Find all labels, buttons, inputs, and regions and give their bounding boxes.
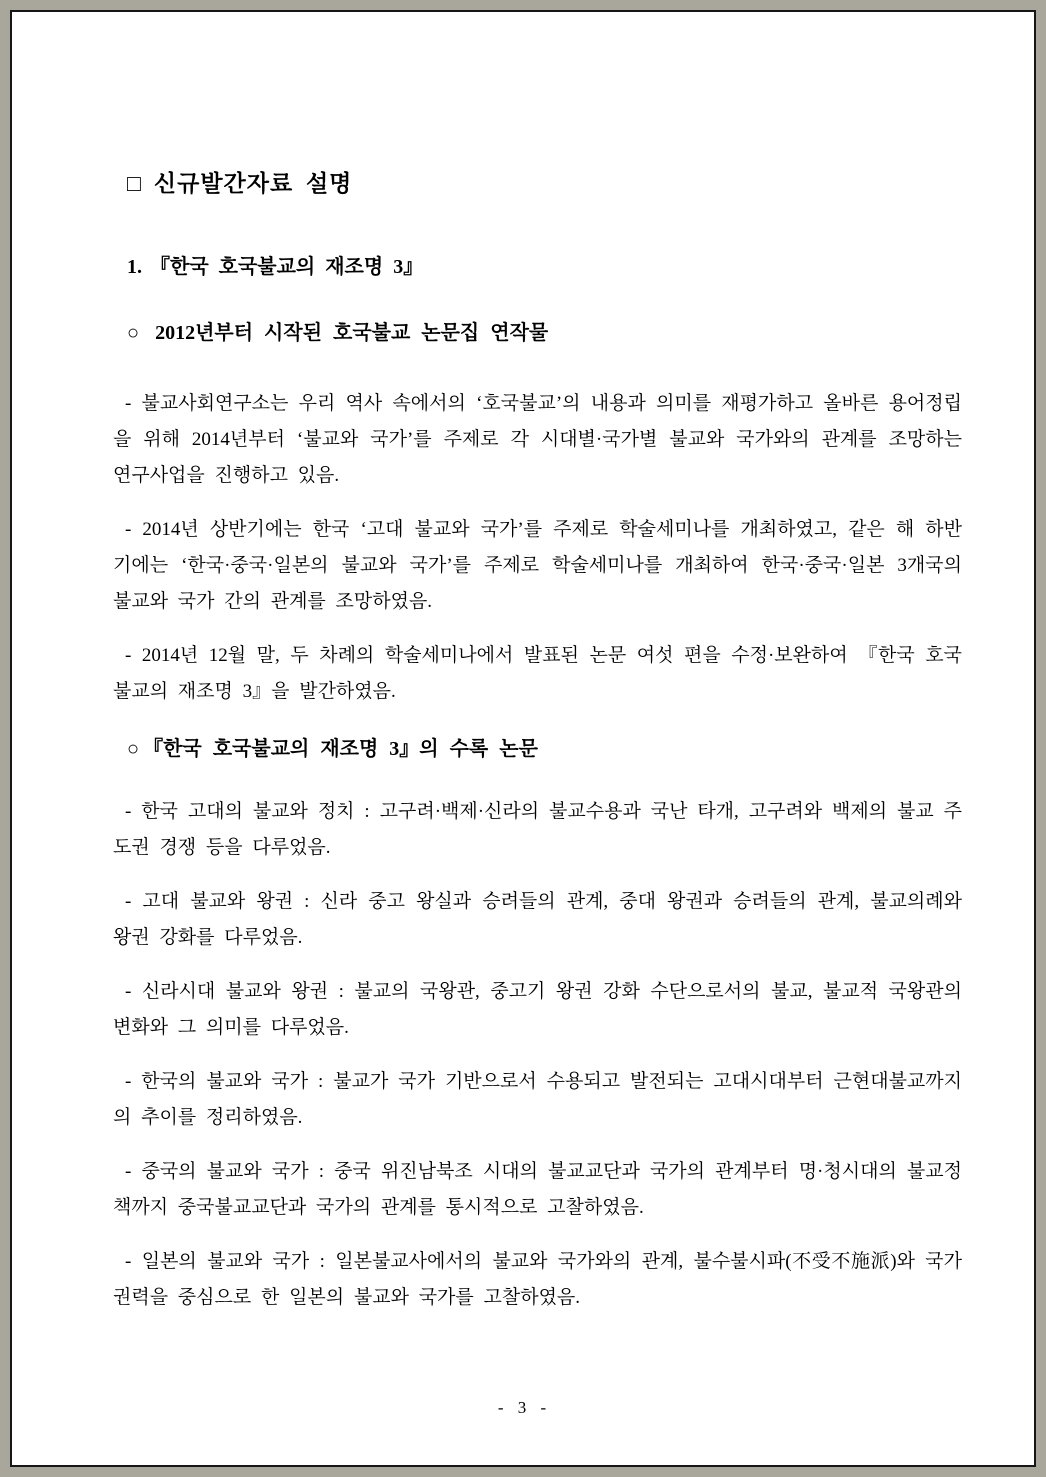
paragraph: - 중국의 불교와 국가 : 중국 위진남북조 시대의 불교교단과 국가의 관계부터 명·청시대의 불교정책까지 중국불교교단과 국가의 관계를 통시적으로 고찰하였음. [113,1161,962,1218]
section-number: 1. [127,256,142,278]
document-page [10,10,1036,1467]
paragraph: - 신라시대 불교와 왕권 : 불교의 국왕관, 중고기 왕권 강화 수단으로서의 불교, 불교적 국왕관의 변화와 그 의미를 다루었음. [113,981,962,1038]
paragraph: - 고대 불교와 왕권 : 신라 중고 왕실과 승려들의 관계, 중대 왕권과 승려들의 관계, 불교의례와 왕권 강화를 다루었음. [113,891,962,948]
circle-bullet-icon: ○ [127,322,140,344]
section-title [113,254,962,280]
paragraph: - 불교사회연구소는 우리 역사 속에서의 ‘호국불교’의 내용과 의미를 재평가하고 올바른 용어정립을 위해 2014년부터 ‘불교와 국가’를 주제로 각 시대별·국가별 불교와 국가와의 관계를 조망하는 연구사업을 진행하고 있음. [113,393,962,486]
circle-bullet-icon: ○ [127,738,140,760]
paragraph: - 2014년 12월 말, 두 차례의 학술세미나에서 발표된 논문 여섯 편을 수정·보완하여 『한국 호국불교의 재조명 3』을 발간하였음. [113,645,962,702]
subsection-heading-1-text: 2012년부터 시작된 호국불교 논문집 연작물 [155,322,549,344]
paragraph: - 한국의 불교와 국가 : 불교가 국가 기반으로서 수용되고 발전되는 고대시대부터 근현대불교까지의 추이를 정리하였음. [113,1071,962,1128]
document-title-text: 신규발간자료 설명 [153,171,353,196]
square-bullet-icon: □ [127,171,142,196]
subsection-heading-1 [113,320,962,346]
paragraph: - 2014년 상반기에는 한국 ‘고대 불교와 국가’를 주제로 학술세미나를 개최하였고, 같은 해 하반기에는 ‘한국·중국·일본의 불교와 국가’를 주제로 학술세미나를 개최하여 한국·중국·일본 3개국의 불교와 국가 간의 관계를 조망하였음. [113,519,962,612]
page-content [113,12,962,1316]
subsection-heading-2-text: 『한국 호국불교의 재조명 3』의 수록 논문 [143,738,538,760]
section-title-text: 『한국 호국불교의 재조명 3』 [150,256,424,278]
subsection-heading-2 [113,736,962,762]
page-number: - 3 - [497,1398,549,1417]
document-title [113,170,962,198]
paragraph: - 한국 고대의 불교와 정치 : 고구려·백제·신라의 불교수용과 국난 타개, 고구려와 백제의 불교 주도권 경쟁 등을 다루었음. [113,801,962,858]
paragraph: - 일본의 불교와 국가 : 일본불교사에서의 불교와 국가와의 관계, 불수불시파(不受不施派)와 국가권력을 중심으로 한 일본의 불교와 국가를 고찰하였음. [113,1251,962,1308]
